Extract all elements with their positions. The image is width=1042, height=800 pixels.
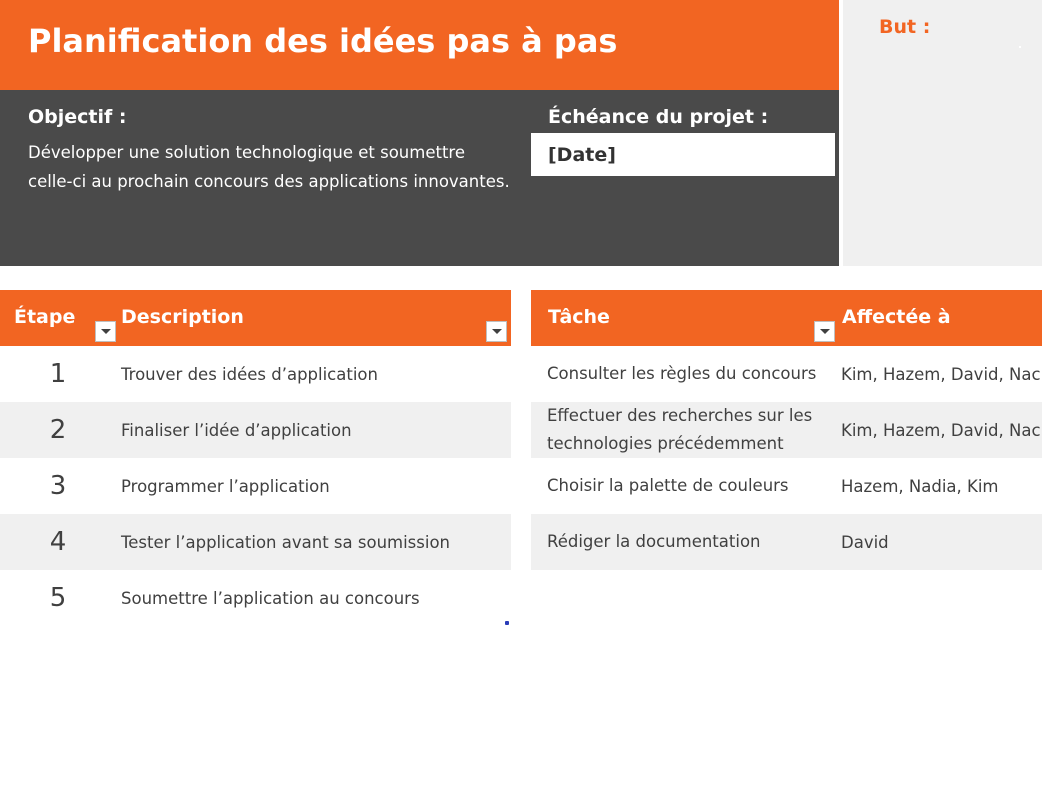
tasks-table	[531, 290, 1042, 570]
tasks-table-header	[531, 290, 1042, 346]
task-name: Choisir la palette de couleurs	[547, 476, 789, 495]
step-description: Tester l’application avant sa soumission	[121, 532, 451, 552]
page-title: Planification des idées pas à pas	[28, 22, 618, 60]
objective-band	[0, 90, 839, 266]
task-name: Consulter les règles du concours	[547, 364, 817, 383]
step-description: Programmer l’application	[121, 476, 330, 496]
deadline-field[interactable]	[531, 133, 835, 176]
task-assignees: David	[841, 532, 889, 552]
task-assignees: Kim, Hazem, David, Nac	[841, 420, 1041, 440]
goal-panel[interactable]	[843, 0, 1042, 266]
deadline-label: Échéance du projet :	[548, 106, 769, 128]
task-name: Rédiger la documentation	[547, 532, 761, 551]
table-row[interactable]	[0, 402, 511, 458]
step-number: 1	[49, 359, 67, 389]
goal-marker	[1019, 46, 1021, 48]
steps-table	[0, 290, 511, 626]
table-row[interactable]	[0, 514, 511, 570]
table-row[interactable]	[0, 346, 511, 402]
table-row[interactable]	[531, 402, 1042, 458]
step-description: Trouver des idées d’application	[121, 364, 378, 384]
step-number: 2	[49, 415, 67, 445]
step-number: 5	[49, 583, 67, 613]
step-number: 3	[49, 471, 67, 501]
table-row[interactable]	[0, 458, 511, 514]
step-description: Soumettre l’application au concours	[121, 588, 420, 608]
table-row[interactable]	[531, 346, 1042, 402]
title-bar	[0, 0, 839, 90]
column-header-description: Description	[121, 306, 244, 328]
task-name: Effectuer des recherches sur les technologies précédemment	[547, 406, 813, 453]
column-header-assigned: Affectée à	[842, 306, 951, 328]
objective-label: Objectif :	[28, 106, 127, 128]
step-description: Finaliser l’idée d’application	[121, 420, 352, 440]
column-header-task: Tâche	[548, 306, 610, 328]
deadline-value: [Date]	[548, 144, 616, 166]
goal-label: But :	[879, 16, 931, 38]
table-row[interactable]	[0, 570, 511, 626]
steps-table-header	[0, 290, 511, 346]
cell-selection-marker	[505, 621, 509, 625]
task-assignees: Hazem, Nadia, Kim	[841, 476, 999, 496]
dropdown-arrow-icon[interactable]	[95, 321, 116, 342]
step-number: 4	[49, 527, 67, 557]
column-header-step: Étape	[14, 306, 76, 328]
dropdown-arrow-icon[interactable]	[814, 321, 835, 342]
objective-text[interactable]: Développer une solution technologique et soumettre celle-ci au prochain concours des applications innovantes.	[28, 143, 510, 191]
task-assignees: Kim, Hazem, David, Nac	[841, 364, 1041, 384]
dropdown-arrow-icon[interactable]	[486, 321, 507, 342]
table-row[interactable]	[531, 514, 1042, 570]
table-row[interactable]	[531, 458, 1042, 514]
